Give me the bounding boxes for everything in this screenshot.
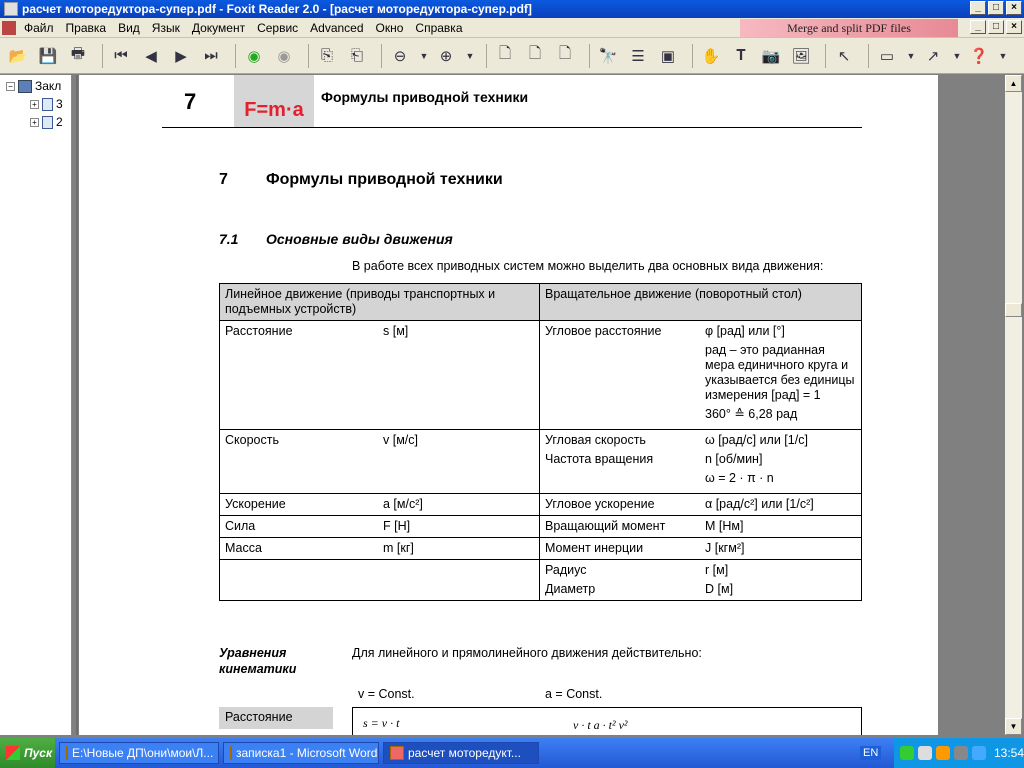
pdf-icon bbox=[390, 746, 404, 760]
zoom-out-dropdown-icon[interactable]: ▼ bbox=[419, 50, 429, 61]
menu-view[interactable]: Вид bbox=[118, 20, 140, 35]
menu-advanced[interactable]: Advanced bbox=[310, 20, 364, 35]
page-header-title: Формулы приводной техники bbox=[321, 89, 529, 105]
scroll-down-icon[interactable]: ▼ bbox=[1005, 718, 1022, 735]
save-icon[interactable]: 💾 bbox=[38, 47, 58, 65]
hand-tool-icon[interactable]: ✋ bbox=[701, 47, 721, 65]
formula-box bbox=[352, 707, 862, 735]
taskbar-button-word[interactable]: записка1 - Microsoft Word bbox=[223, 742, 379, 764]
bookmarks-panel-icon[interactable]: ☰ bbox=[631, 47, 645, 65]
close-button[interactable]: × bbox=[1006, 1, 1022, 15]
table-row: Ускорение a [м/с²] Угловое ускорение α [рад/с²] или [1/с²] bbox=[220, 494, 862, 516]
taskbar-button-foxit[interactable]: расчет моторедукт... bbox=[383, 742, 539, 764]
doc-minimize-button[interactable]: _ bbox=[970, 20, 986, 34]
menu-help[interactable]: Справка bbox=[415, 20, 463, 35]
fit-width-icon[interactable]: 🗋 bbox=[528, 45, 542, 62]
language-indicator[interactable]: EN bbox=[860, 746, 881, 760]
app-icon bbox=[4, 2, 18, 16]
bookmark-item[interactable]: + 2 bbox=[30, 115, 63, 129]
typewriter-icon[interactable]: ↗ bbox=[926, 47, 940, 65]
forward-icon[interactable]: ◉ bbox=[277, 47, 291, 65]
windows-logo-icon bbox=[6, 746, 20, 760]
menu-edit[interactable]: Правка bbox=[65, 20, 107, 35]
scroll-up-icon[interactable]: ▲ bbox=[1005, 75, 1022, 92]
print-icon[interactable]: 🖶 bbox=[70, 45, 86, 62]
zoom-in-dropdown-icon[interactable]: ▼ bbox=[465, 50, 475, 61]
intro-text: В работе всех приводных систем можно выделить два основных вида движения: bbox=[352, 259, 824, 273]
menu-language[interactable]: Язык bbox=[151, 20, 180, 35]
document-page bbox=[79, 75, 938, 735]
typewriter-dropdown-icon[interactable]: ▼ bbox=[952, 50, 962, 61]
annotate-dropdown-icon[interactable]: ▼ bbox=[906, 50, 916, 61]
header-divider bbox=[162, 127, 862, 128]
last-page-icon[interactable]: ⏭ bbox=[204, 47, 218, 64]
find-icon[interactable]: 🔭 bbox=[598, 47, 618, 65]
system-tray bbox=[894, 738, 1024, 768]
distance-label: Расстояние bbox=[219, 707, 333, 729]
window-title: расчет моторедуктора-супер.pdf - Foxit Reader 2.0 - [расчет моторедуктора-супер.pdf] bbox=[22, 2, 532, 16]
menu-file[interactable]: Файл bbox=[24, 20, 54, 35]
formula-2: v · t a · t² v² bbox=[573, 718, 628, 732]
table-row: Радиус r [м] Диаметр D [м] bbox=[220, 560, 862, 601]
prev-page-icon[interactable]: ◀ bbox=[145, 47, 157, 65]
motion-table bbox=[219, 283, 862, 601]
word-icon bbox=[230, 746, 232, 760]
doc-menu-icon[interactable] bbox=[2, 21, 16, 35]
table-header-linear: Линейное движение (приводы транспортных и подъемных устройств) bbox=[220, 284, 540, 321]
table-row: Сила F [Н] Вращающий момент M [Нм] bbox=[220, 516, 862, 538]
fit-page-icon[interactable]: 🗋 bbox=[558, 45, 572, 62]
menu-tools[interactable]: Сервис bbox=[257, 20, 299, 35]
select-arrow-icon[interactable]: ↖ bbox=[837, 47, 851, 65]
table-header-rotational: Вращательное движение (поворотный стол) bbox=[540, 284, 862, 321]
collapse-icon[interactable]: − bbox=[6, 82, 15, 91]
bookmarks-panel bbox=[0, 75, 72, 735]
expand-icon[interactable]: + bbox=[30, 118, 39, 127]
tray-volume-icon[interactable] bbox=[972, 746, 986, 760]
help-icon[interactable]: ❓ bbox=[969, 47, 989, 65]
annotate-icon[interactable]: ▭ bbox=[879, 47, 895, 65]
copy-icon[interactable]: ⎘ bbox=[320, 47, 333, 64]
formula-logo: F=m·a bbox=[234, 75, 314, 127]
text-select-icon[interactable]: 𝐓 bbox=[736, 47, 746, 64]
chapter-heading: 7 Формулы приводной техники bbox=[219, 171, 503, 188]
bookmark-item[interactable]: + 3 bbox=[30, 97, 63, 111]
kinematics-label: Уравнения кинематики bbox=[219, 646, 297, 676]
taskbar-button-explorer[interactable]: E:\Новые ДП\они\мои\Л... bbox=[59, 742, 219, 764]
help-dropdown-icon[interactable]: ▼ bbox=[998, 50, 1008, 61]
a-const-label: a = Const. bbox=[545, 687, 603, 701]
clock[interactable]: 13:54 bbox=[994, 746, 1024, 760]
minimize-button[interactable]: _ bbox=[970, 1, 986, 15]
back-icon[interactable]: ◉ bbox=[247, 47, 261, 65]
doc-restore-button[interactable]: □ bbox=[988, 20, 1004, 34]
doc-close-button[interactable]: × bbox=[1006, 20, 1022, 34]
bookmark-root[interactable]: − Закл bbox=[6, 79, 61, 93]
menu-window[interactable]: Окно bbox=[375, 20, 404, 35]
section-heading: 7.1 Основные виды движения bbox=[219, 231, 453, 247]
bookmark-page-icon bbox=[42, 116, 53, 129]
image-icon[interactable]: 🖼 bbox=[791, 47, 811, 65]
snapshot-icon[interactable]: 📷 bbox=[761, 47, 781, 65]
table-row: Скорость v [м/с] Угловая скорость ω [рад/с] или [1/с] Частота вращения n [об/мин] ω = 2 · π · n bbox=[220, 430, 862, 494]
bookmark-book-icon bbox=[18, 80, 32, 93]
window-titlebar bbox=[0, 0, 1024, 18]
start-button[interactable]: Пуск bbox=[0, 738, 55, 768]
open-icon[interactable]: 📂 bbox=[8, 47, 28, 65]
bookmark-page-icon bbox=[42, 98, 53, 111]
scroll-thumb[interactable] bbox=[1005, 303, 1022, 317]
paste-icon[interactable]: ⎗ bbox=[350, 47, 363, 64]
formula-1: s = v · t bbox=[363, 716, 400, 730]
zoom-out-icon[interactable]: ⊖ bbox=[393, 47, 407, 65]
tray-app-icon[interactable] bbox=[918, 746, 932, 760]
promo-banner[interactable]: Merge and split PDF files bbox=[740, 19, 958, 37]
zoom-in-icon[interactable]: ⊕ bbox=[439, 47, 453, 65]
kinematics-text: Для линейного и прямолинейного движения действительно: bbox=[352, 646, 702, 660]
toolbar bbox=[0, 38, 1024, 74]
next-page-icon[interactable]: ▶ bbox=[175, 47, 187, 65]
tray-monitor-icon[interactable] bbox=[954, 746, 968, 760]
panel-splitter[interactable] bbox=[76, 75, 78, 735]
folder-icon bbox=[66, 746, 68, 760]
layout-icon[interactable]: ▣ bbox=[660, 47, 676, 65]
table-row: Масса m [кг] Момент инерции J [кгм²] bbox=[220, 538, 862, 560]
page-header-number: 7 bbox=[184, 89, 197, 114]
single-page-icon[interactable]: 🗋 bbox=[498, 45, 512, 62]
table-row: Расстояние s [м] Угловое расстояние φ [рад] или [°] рад – это радианная мера единичного круга и указывается без единицы измерения [рад] = 1 360° ≙ 6,28 рад bbox=[220, 321, 862, 430]
first-page-icon[interactable]: ⏮ bbox=[114, 47, 128, 64]
expand-icon[interactable]: + bbox=[30, 100, 39, 109]
menu-document[interactable]: Документ bbox=[191, 20, 246, 35]
tray-network-icon[interactable] bbox=[900, 746, 914, 760]
viewer-background bbox=[938, 75, 1005, 735]
vertical-scrollbar[interactable] bbox=[1005, 75, 1022, 735]
v-const-label: v = Const. bbox=[358, 687, 415, 701]
tray-antivirus-icon[interactable] bbox=[936, 746, 950, 760]
maximize-button[interactable]: □ bbox=[988, 1, 1004, 15]
